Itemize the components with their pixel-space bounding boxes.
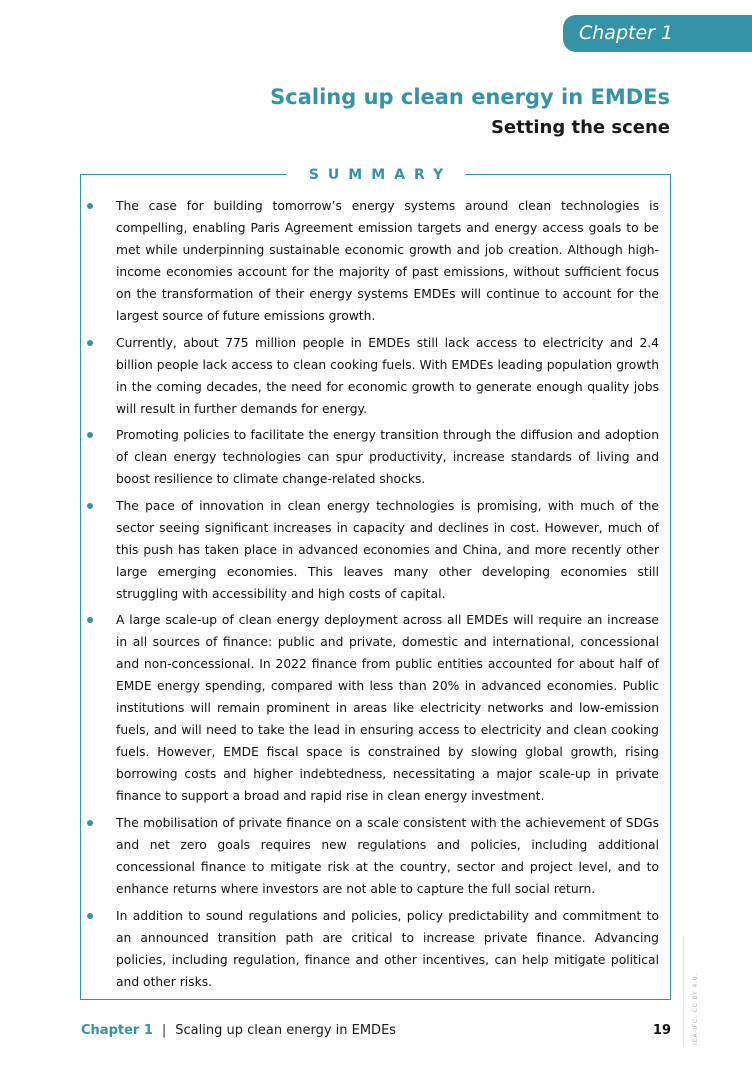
license-note: IEA-IFC. CC BY 4.0.	[691, 972, 699, 1045]
footer-title: Scaling up clean energy in EMDEs	[175, 1023, 397, 1038]
summary-item-text: Currently, about 775 million people in EMDEs still lack access to electricity and 2.4 billion people lack access to clean cooking fuels. With EMDEs leading population growth in the coming decades, the need for economic growth to generate enough quality jobs will result in further demands for energy.	[116, 335, 659, 416]
summary-item	[87, 905, 659, 993]
summary-item-text: The mobilisation of private finance on a scale consistent with the achievement of SDGs and net zero goals requires new regulations and policies, including additional concessional finance to mitigate risk at the country, sector and project level, and to enhance returns where investors are not able to capture the full social return.	[116, 815, 659, 896]
summary-item-text: In addition to sound regulations and policies, policy predictability and commitment to an announced transition path are critical to increase private finance. Advancing policies, including regulation, finance and other incentives, can help mitigate political and other risks.	[116, 908, 659, 989]
summary-heading: SUMMARY	[287, 164, 465, 186]
bullet-icon	[87, 503, 93, 509]
bullet-icon	[87, 203, 93, 209]
bullet-icon	[87, 340, 93, 346]
page-number: 19	[652, 1023, 671, 1038]
bullet-icon	[87, 432, 93, 438]
summary-item	[87, 609, 659, 807]
summary-item-text: The case for building tomorrow’s energy systems around clean technologies is compelling, enabling Paris Agreement emission targets and energy access goals to be met while underpinning sustainable economic growth and job creation. Although high-income economies account for the majority of past emissions, without sufficient focus on the transformation of their energy systems EMDEs will continue to account for the largest source of future emissions growth.	[116, 199, 659, 323]
chapter-tab: Chapter 1	[563, 15, 752, 52]
bullet-icon	[87, 820, 93, 826]
summary-item	[87, 332, 659, 420]
summary-item	[87, 195, 659, 327]
page-subtitle: Setting the scene	[490, 117, 670, 138]
summary-item-text: A large scale-up of clean energy deployment across all EMDEs will require an increase in all sources of finance: public and private, domestic and international, concessional and non-concessional. In 2022 finance from public entities accounted for about half of EMDE energy spending, compared with less than 20% in advanced economies. Public institutions will remain prominent in areas like electricity networks and low-emission fuels, and will need to take the lead in ensuring access to electricity and clean cooking fuels. However, EMDE fiscal space is constrained by slowing global growth, rising borrowing costs and higher indebtedness, necessitating a major scale-up in private finance to support a broad and rapid rise in clean energy investment.	[116, 613, 659, 804]
summary-item	[87, 495, 659, 605]
summary-list	[87, 195, 659, 997]
summary-item	[87, 424, 659, 490]
footer-separator: |	[161, 1023, 167, 1038]
summary-item-text: Promoting policies to facilitate the energy transition through the diffusion and adoption of clean energy technologies can spur productivity, increase standards of living and boost resilience to climate change-related shocks.	[116, 428, 659, 487]
summary-item	[87, 812, 659, 900]
page-title: Scaling up clean energy in EMDEs	[270, 85, 670, 109]
page-footer	[81, 1020, 671, 1042]
summary-item-text: The pace of innovation in clean energy technologies is promising, with much of the sector seeing significant increases in capacity and declines in cost. However, much of this push has taken place in advanced economies and China, and more recently other large emerging economies. This leaves many other developing economies still struggling with accessibility and high costs of capital.	[116, 498, 659, 601]
bullet-icon	[87, 617, 93, 623]
footer-chapter: Chapter 1	[81, 1023, 153, 1038]
bullet-icon	[87, 913, 93, 919]
